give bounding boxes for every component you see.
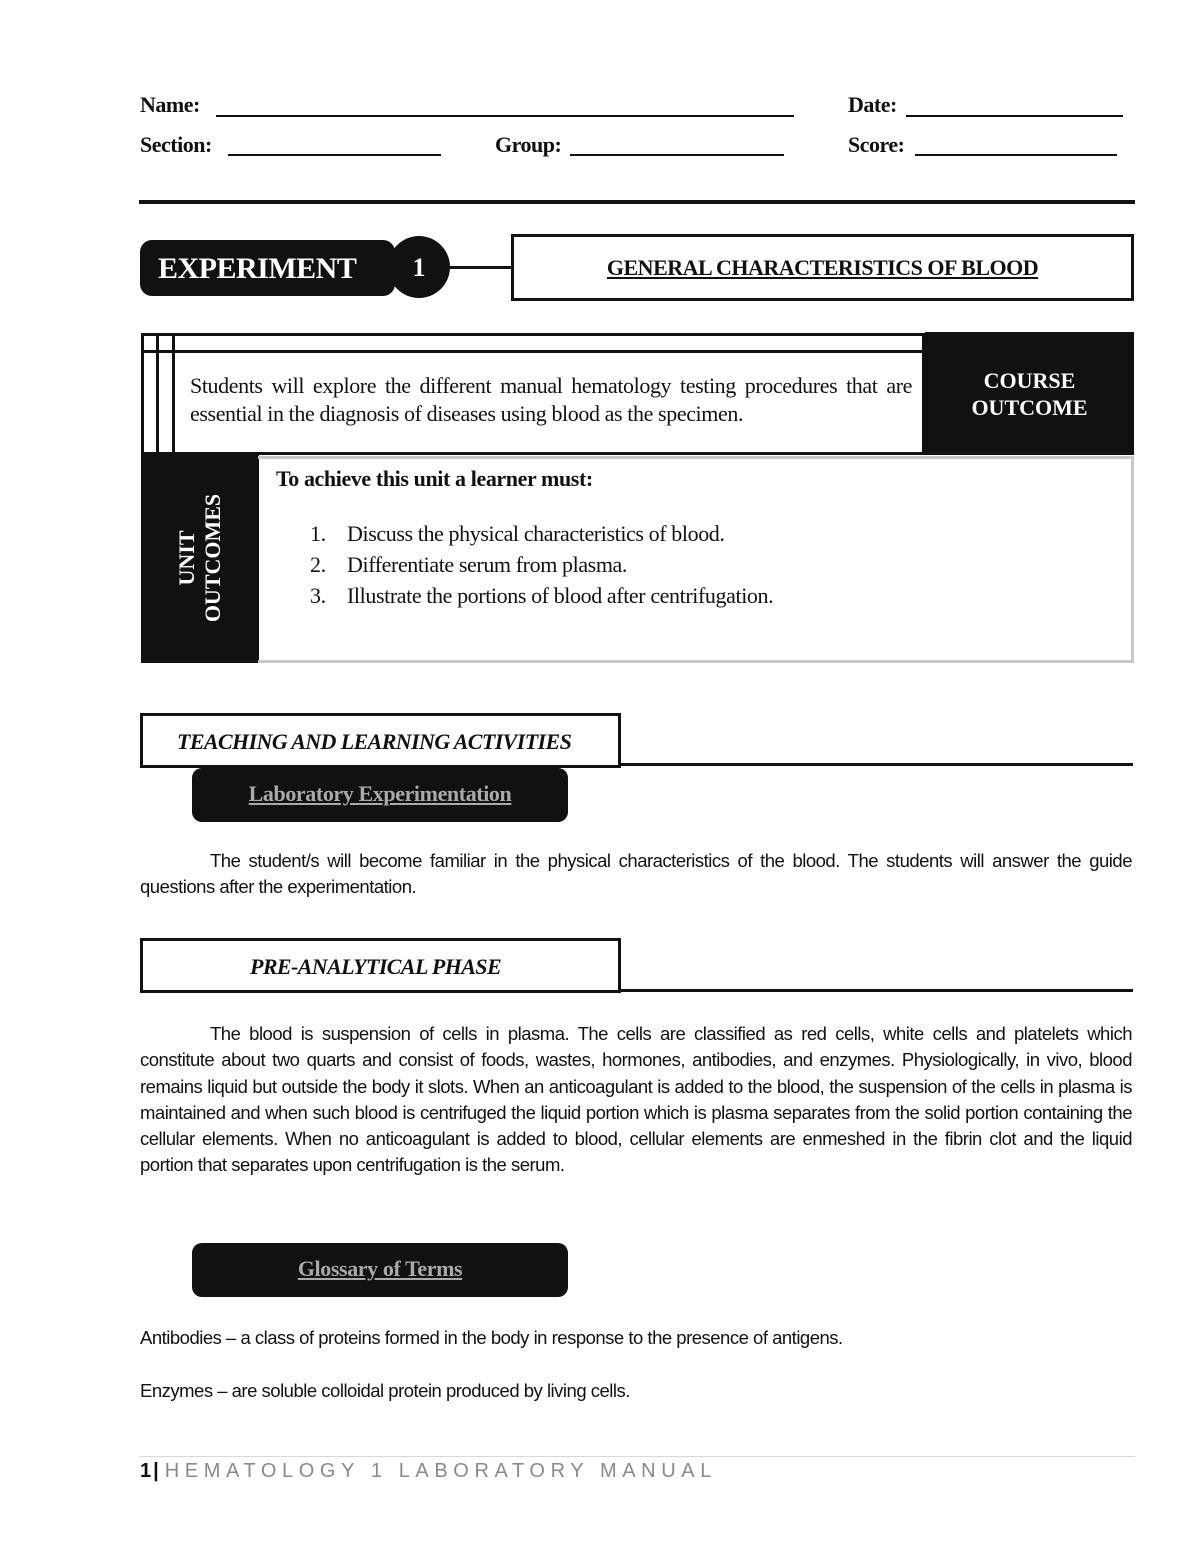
unit-outcomes-list [310, 520, 773, 613]
experiment-connector [448, 266, 514, 269]
score-label: Score: [848, 132, 905, 157]
footer-separator: | [153, 1460, 159, 1482]
footer-rule [139, 1456, 1135, 1457]
experiment-title: GENERAL CHARACTERISTICS OF BLOOD [511, 234, 1134, 301]
teaching-paragraph: The student/s will become familiar in the physical characteristics of the blood. The students will answer the guide questions after the experimentation. [140, 850, 1132, 898]
pre-analytical-paragraph: The blood is suspension of cells in plasma. The cells are classified as red cells, white cells and platelets which constitute about two quarts and consist of foods, wastes, hormones, antibodies, and enzymes. Physiologically, in vivo, blood remains liquid but outside the body it slots. When an anticoagulant is added to the blood, the suspension of the cells in plasma is maintained and when such blood is centrifuged the liquid portion which is plasma separates from the solid portion containing the cellular elements. When no anticoagulant is added to blood, cellular elements are enmeshed in the fibrin clot and the liquid portion that separates upon centrifugation is the serum. [140, 1023, 1132, 1176]
course-outcome-text: Students will explore the different manual hematology testing procedures that are essential in the diagnosis of diseases using blood as the specimen. [190, 373, 912, 426]
pre-analytical-section-rule [620, 989, 1133, 992]
list-item-number: 2. [310, 552, 326, 577]
laboratory-experimentation-heading: Laboratory Experimentation [192, 768, 568, 822]
course-outcome-rule-right [172, 333, 175, 455]
score-field[interactable] [915, 154, 1117, 156]
unit-outcomes-label-line2: OUTCOMES [200, 493, 225, 623]
course-outcome-rule-left [156, 333, 159, 455]
glossary-entry-enzymes: Enzymes – are soluble colloidal protein produced by living cells. [140, 1380, 630, 1401]
footer-manual-title: HEMATOLOGY 1 LABORATORY MANUAL [164, 1460, 717, 1482]
experiment-number: 1 [388, 236, 450, 298]
pre-analytical-section-title: PRE-ANALYTICAL PHASE [140, 938, 621, 993]
unit-outcomes-label-line1: UNIT [174, 530, 199, 586]
group-label: Group: [495, 132, 562, 157]
list-item [310, 551, 773, 582]
date-field[interactable] [906, 115, 1123, 117]
glossary-heading: Glossary of Terms [192, 1243, 568, 1297]
list-item-text: Discuss the physical characteristics of blood. [347, 521, 725, 546]
unit-outcomes-heading: To achieve this unit a learner must: [276, 466, 593, 491]
teaching-section-title: TEACHING AND LEARNING ACTIVITIES [140, 713, 621, 768]
name-field[interactable] [216, 115, 794, 117]
group-field[interactable] [570, 154, 784, 156]
page-number: 1 [140, 1460, 152, 1482]
section-field[interactable] [228, 154, 441, 156]
glossary-entry-antibodies: Antibodies – a class of proteins formed in the body in response to the presence of antigens. [140, 1327, 843, 1348]
list-item-number: 3. [310, 583, 326, 608]
unit-outcomes-label [141, 453, 259, 663]
course-outcome-rule [141, 350, 925, 353]
course-outcome-label-line1: COURSE [983, 367, 1076, 393]
course-outcome-label-line2: OUTCOME [971, 394, 1088, 420]
list-item-text: Illustrate the portions of blood after centrifugation. [347, 583, 774, 608]
experiment-label: EXPERIMENT [140, 240, 395, 296]
list-item [310, 582, 773, 613]
course-outcome-label [925, 332, 1134, 455]
name-label: Name: [140, 92, 200, 117]
header-divider [139, 200, 1135, 204]
page-footer [140, 1460, 717, 1483]
date-label: Date: [848, 92, 897, 117]
teaching-section-rule [620, 763, 1133, 766]
section-label: Section: [140, 132, 212, 157]
list-item [310, 520, 773, 551]
list-item-text: Differentiate serum from plasma. [347, 552, 628, 577]
list-item-number: 1. [310, 521, 326, 546]
